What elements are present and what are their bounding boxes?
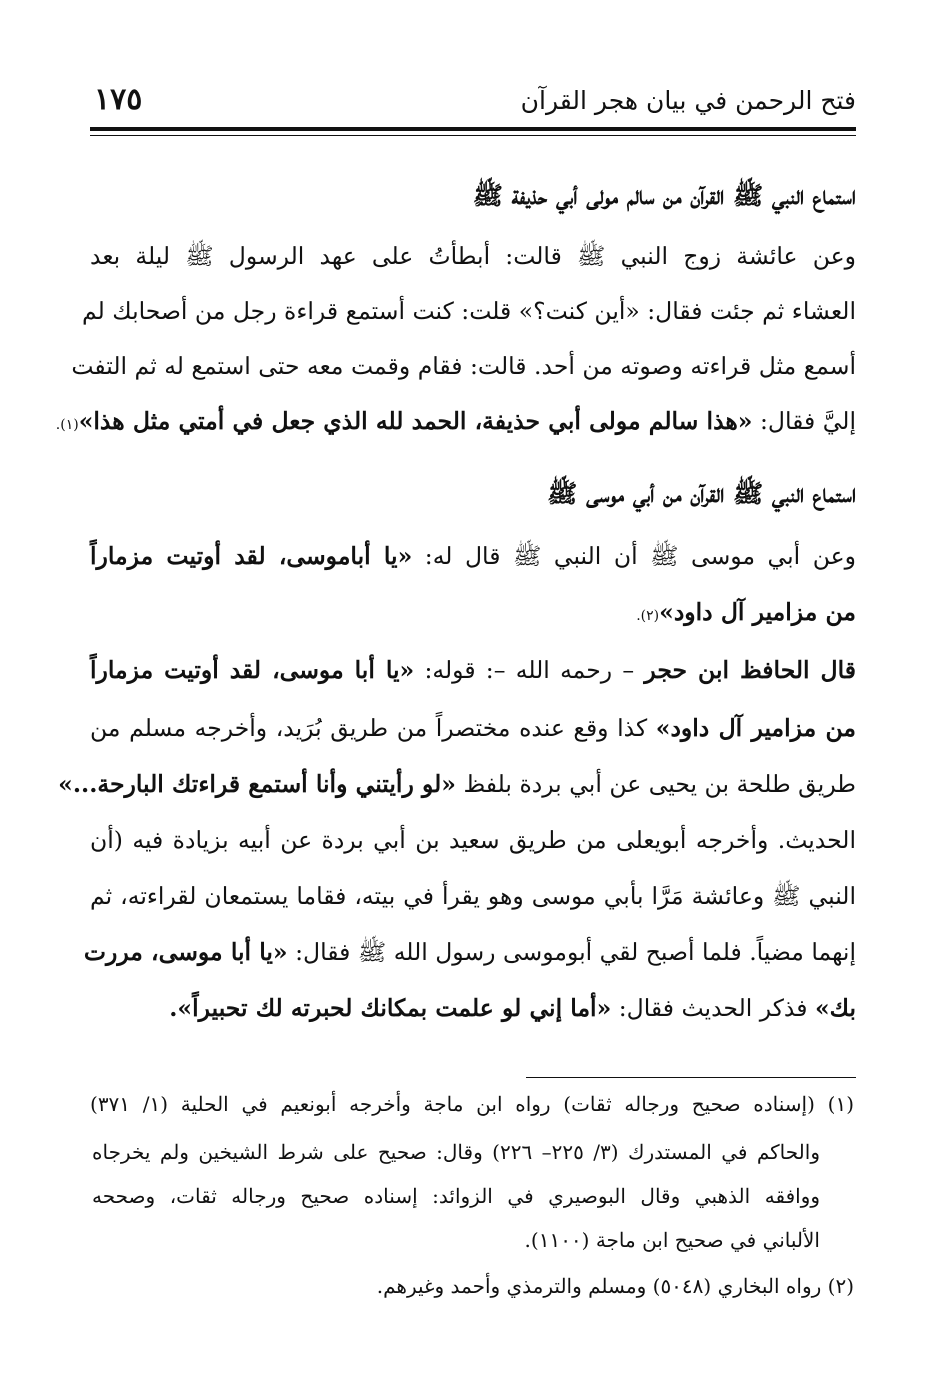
hadith-quote: «يا أبا موسى، لقد أوتيت مزماراً (90, 656, 415, 684)
paragraph-line: العشاء ثم جئت فقال: «أين كنت؟» قلت: كنت أستمع قراءة رجل من أصحابك لم (82, 297, 856, 325)
text-plain: وعن أبي موسى ﷺ أن النبي ﷺ قال له: (412, 542, 856, 570)
footnote-separator (526, 1077, 856, 1078)
hadith-quote: «أما إني لو علمت بمكانك لحبرته لك تحبيراً». (169, 994, 612, 1022)
commentary-line (58, 768, 856, 800)
header-rule-thin (90, 135, 856, 136)
paragraph-line: أسمع مثل قراءته وصوته من أحد. قالت: فقام وقمت معه حتى استمع له ثم التفت (71, 352, 856, 380)
hadith-quote: من مزامير آل داود» (655, 714, 856, 742)
paragraph-line-last (90, 596, 856, 632)
footnote-ref-2: (٢). (636, 608, 660, 624)
commentary-line: الحديث. وأخرجه أبويعلى من طريق سعيد بن أبي بردة عن أبيه بزيادة فيه (أن (90, 826, 856, 854)
footnote-1-line: الألباني في صحيح ابن ماجة (١١٠٠). (524, 1228, 820, 1252)
text-plain: كذا وقع عنده مختصراً من طريق بُرَيد، وأخرجه مسلم من (90, 714, 656, 742)
hadith-quote: «يا أبا موسى، مررت (83, 938, 288, 966)
hadith-quote: «هذا سالم مولى أبي حذيفة، الحمد لله الذي جعل في أمتي مثل هذا» (78, 407, 753, 435)
section-heading-abu-musa: استماع النبي ﷺ القرآن من أبي موسى ﷺ (547, 479, 856, 508)
footnote-1-line: (١) (إسناده صحيح ورجاله ثقات) رواه ابن ماجة وأخرجه أبونعيم في الحلية (١/ ٣٧١) (90, 1092, 854, 1116)
hadith-quote: بك» (814, 994, 856, 1022)
header-rule-thick (90, 127, 856, 131)
paragraph-line (90, 540, 856, 572)
hadith-quote: «يا أباموسى، لقد أوتيت مزماراً (90, 542, 413, 570)
book-title: فتح الرحمن في بيان هجر القرآن (520, 86, 856, 115)
text-plain: إليَّ فقال: (752, 407, 856, 435)
footnote-ref-1: (١). (55, 417, 79, 433)
paragraph-line-last (55, 405, 856, 441)
paragraph-line: وعن عائشة زوج النبي ﷺ قالت: أبطأتُ على عهد الرسول ﷺ ليلة بعد (90, 242, 856, 270)
page-header (90, 82, 856, 122)
footnote-1-line: ووافقه الذهبي وقال البوصيري في الزوائد: إسناده صحيح ورجاله ثقات، وصححه (92, 1184, 820, 1208)
footnote-1-line: والحاكم في المستدرك (٣/ ٢٢٥– ٢٢٦) وقال: صحيح على شرط الشيخين ولم يخرجاه (92, 1140, 820, 1164)
commentary-line (90, 654, 856, 686)
commentary-line: النبي ﷺ وعائشة مَرَّا بأبي موسى وهو يقرأ في بيته، فقاما يستمعان لقراءته، ثم (90, 882, 856, 910)
commentary-line-last (90, 992, 856, 1024)
hadith-quote: «لو رأيتني وأنا أستمع قراءتك البارحة...» (58, 770, 456, 798)
text-plain: طريق طلحة بن يحيى عن أبي بردة بلفظ (455, 770, 856, 798)
commentary-line (83, 936, 856, 968)
text-plain: إنهما مضياً. فلما أصبح لقي أبوموسى رسول الله ﷺ فقال: (287, 938, 856, 966)
commentary-line (90, 712, 856, 744)
hadith-quote: من مزامير آل داود» (659, 598, 856, 626)
text-plain: – رحمه الله –: قوله: (414, 656, 645, 684)
section-heading-salim: استماع النبي ﷺ القرآن من سالم مولى أبي حذيفة ﷺ (472, 181, 856, 210)
footnote-2: (٢) رواه البخاري (٥٠٤٨) ومسلم والترمذي وأحمد وغيرهم. (376, 1274, 854, 1298)
page-number: ١٧٥ (94, 82, 143, 117)
scholar-name: قال الحافظ ابن حجر (644, 656, 856, 684)
text-plain: فذكر الحديث فقال: (611, 994, 815, 1022)
